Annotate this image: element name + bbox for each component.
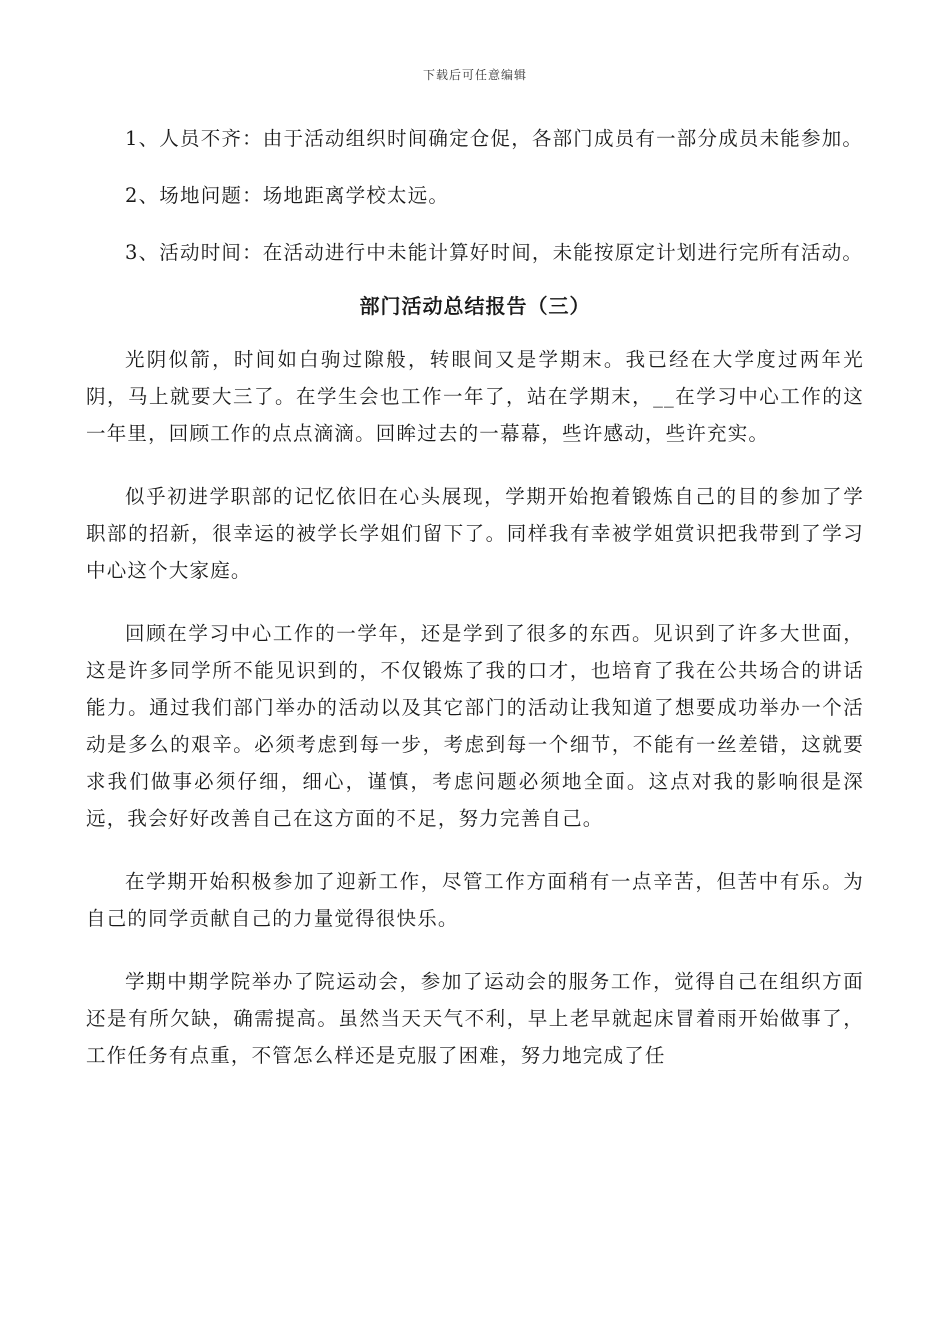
body-paragraph: 光阴似箭，时间如白驹过隙般，转眼间又是学期末。我已经在大学度过两年光阴，马上就要大三了。在学生会也工作一年了，站在学期末，__在学习中心工作的这一年里，回顾工作的点点滴滴。回眸过去的一幕幕，些许感动，些许充实。: [86, 348, 864, 445]
list-item-venue-issue: 2、场地问题：场地距离学校太远。: [125, 184, 450, 207]
body-paragraph: 回顾在学习中心工作的一学年，还是学到了很多的东西。见识到了许多大世面，这是许多同学所不能见识到的，不仅锻炼了我的口才，也培育了我在公共场合的讲话能力。通过我们部门举办的活动以及其它部门的活动让我知道了想要成功举办一个活动是多么的艰辛。必须考虑到每一步，考虑到每一个细节，不能有一丝差错，这就要求我们做事必须仔细，细心，谨慎，考虑问题必须地全面。这点对我的影响很是深远，我会好好改善自己在这方面的不足，努力完善自己。: [86, 622, 864, 830]
section-title: 部门活动总结报告（三）: [359, 294, 591, 318]
page-header: 下载后可任意编辑: [422, 68, 527, 82]
body-paragraph: 在学期开始积极参加了迎新工作，尽管工作方面稍有一点辛苦，但苦中有乐。为自己的同学贡献自己的力量觉得很快乐。: [86, 870, 864, 930]
body-paragraph: 学期中期学院举办了院运动会，参加了运动会的服务工作，觉得自己在组织方面还是有所欠缺，确需提高。虽然当天天气不利，早上老早就起床冒着雨开始做事了，工作任务有点重，不管怎么样还是克服了困难，努力地完成了任: [86, 970, 864, 1067]
document-body: [86, 120, 864, 1074]
list-item-time-issue: 3、活动时间：在活动进行中未能计算好时间，未能按原定计划进行完所有活动。: [125, 241, 864, 264]
body-paragraph: 似乎初进学职部的记忆依旧在心头展现，学期开始抱着锻炼自己的目的参加了学职部的招新，很幸运的被学长学姐们留下了。同样我有幸被学姐赏识把我带到了学习中心这个大家庭。: [86, 485, 864, 582]
list-item-staff-shortage: 1、人员不齐：由于活动组织时间确定仓促，各部门成员有一部分成员未能参加。: [125, 127, 864, 150]
